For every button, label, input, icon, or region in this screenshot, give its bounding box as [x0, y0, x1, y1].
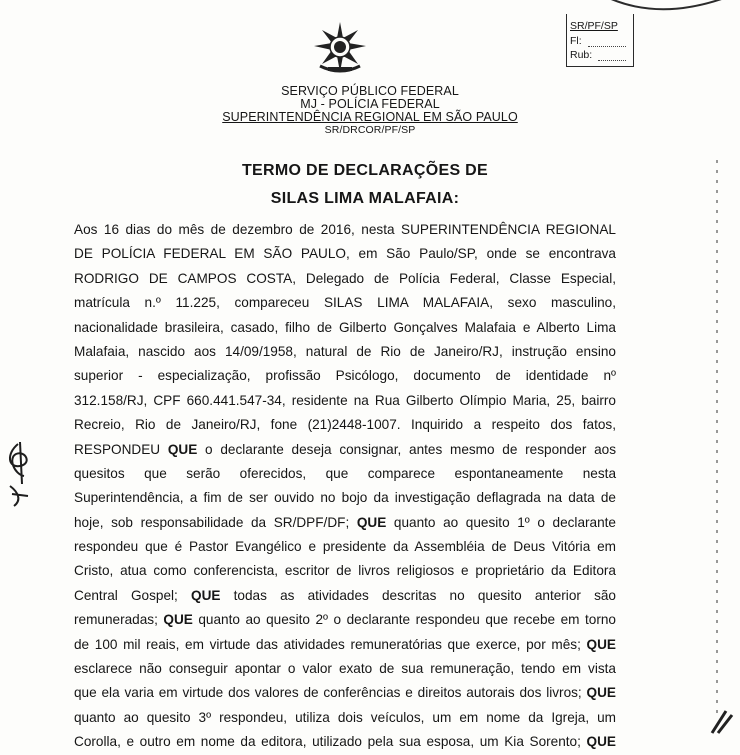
body-text-line — [74, 364, 616, 388]
body-text-line — [74, 340, 616, 364]
stamp-heading: SR/PF/SP — [570, 20, 618, 32]
document-title: TERMO DE DECLARAÇÕES DE — [241, 162, 489, 179]
body-text-segment: remuneradas; — [74, 612, 164, 628]
body-text-segment: esclarece não conseguir apontar o valor exato de sua remuneração, tendo em vista — [74, 661, 616, 677]
body-text-segment: DE POLÍCIA FEDERAL EM SÃO PAULO, em São Paulo/SP, onde se encontrava — [74, 246, 616, 262]
body-text-line — [74, 559, 616, 583]
stamp-initials-blank — [598, 60, 626, 61]
body-text-segment: superior - especialização, profissão Psicólogo, documento de identidade nº — [74, 368, 616, 384]
body-text-line — [74, 633, 616, 657]
bold-que-keyword: QUE — [163, 612, 193, 628]
coat-of-arms-emblem — [312, 20, 368, 76]
body-text-line — [74, 584, 616, 608]
declaration-body — [74, 218, 616, 755]
header-service-line: SERVIÇO PÚBLICO FEDERAL — [281, 84, 459, 98]
body-text-line — [74, 389, 616, 413]
body-text-segment: quanto ao quesito 2º o declarante respondeu que recebe em torno — [192, 612, 616, 628]
body-text-segment: hoje, sob responsabilidade da SR/DPF/DF; — [74, 514, 357, 530]
body-text-line — [74, 535, 616, 559]
header-ministry-line: MJ - POLÍCIA FEDERAL — [300, 97, 440, 111]
body-text-line — [74, 608, 616, 632]
body-text-line — [74, 706, 616, 730]
body-text-line — [74, 511, 616, 535]
body-text-line — [74, 681, 616, 705]
bold-que-keyword: QUE — [586, 734, 616, 750]
body-text-segment: RESPONDEU — [74, 441, 168, 457]
corner-pen-mark — [708, 705, 738, 735]
body-text-line — [74, 316, 616, 340]
body-text-segment: quanto ao quesito 1º o declarante — [386, 514, 616, 530]
bold-que-keyword: QUE — [356, 514, 387, 530]
body-text-line — [74, 242, 616, 266]
page-edge-mark — [716, 160, 718, 720]
body-text-line — [74, 218, 616, 242]
header-superintendence-line: SUPERINTENDÊNCIA REGIONAL EM SÃO PAULO — [222, 110, 518, 124]
body-text-line — [74, 486, 616, 510]
body-text-line — [74, 267, 616, 291]
bold-que-keyword: QUE — [191, 587, 221, 603]
body-text-segment: RODRIGO DE CAMPOS COSTA, Delegado de Polícia Federal, Classe Especial, — [74, 270, 616, 286]
margin-handwritten-initials — [2, 440, 40, 510]
body-text-line — [74, 438, 616, 462]
body-text-segment: matrícula n.º 11.225, compareceu SILAS LIMA MALAFAIA, sexo masculino, — [74, 295, 616, 311]
body-text-segment: 312.158/RJ, CPF 660.441.547-34, residente na Rua Gilberto Olímpio Maria, 25, bairro — [74, 392, 616, 408]
body-text-line — [74, 413, 616, 437]
stamp-folio-label: Fl: — [570, 35, 582, 47]
body-text-segment: Recreio, Rio de Janeiro/RJ, fone (21)2448-1007. Inquirido a respeito dos fatos, — [74, 417, 616, 433]
bold-que-keyword: QUE — [167, 441, 198, 457]
stamp-initials-label: Rub: — [570, 49, 593, 61]
body-text-segment: Central Gospel; — [74, 587, 192, 603]
header-department-code: SR/DRCOR/PF/SP — [324, 124, 416, 136]
body-text-line — [74, 462, 616, 486]
body-text-segment: todas as atividades descritas no quesito anterior são — [220, 587, 616, 603]
body-text-segment: que ela varia em virtude dos valores de conferências e direitos autorais dos livros; — [74, 685, 587, 701]
body-text-segment: Superintendência, a fim de ser ouvido no bojo da investigação deflagrada na data de — [74, 490, 616, 506]
body-text-segment: quesitos que serão oferecidos, que comparece espontaneamente nesta — [74, 465, 616, 481]
body-text-segment: respondeu que é Pastor Evangélico e presidente da Assembléia de Deus Vitória em — [74, 539, 616, 555]
stamp-folio-blank — [588, 46, 626, 47]
body-text-line — [74, 730, 616, 754]
body-text-segment: Aos 16 dias do mês de dezembro de 2016, nesta SUPERINTENDÊNCIA REGIONAL — [74, 222, 616, 237]
body-text-segment: Malafaia, nascido aos 14/09/1958, natural de Rio de Janeiro/RJ, instrução ensino — [74, 343, 616, 359]
bold-que-keyword: QUE — [586, 685, 616, 701]
body-text-segment: Cristo, atua como conferencista, escritor de livros religiosos e proprietário da Editora — [74, 563, 616, 579]
body-text-segment: nacionalidade brasileira, casado, filho de Gilberto Gonçalves Malafaia e Alberto Lima — [74, 319, 616, 335]
bold-que-keyword: QUE — [586, 636, 616, 652]
body-text-line — [74, 291, 616, 315]
declarant-name-title: SILAS LIMA MALAFAIA: — [270, 190, 460, 207]
body-text-segment: quanto ao quesito 3º respondeu, utiliza dois veículos, um em nome da Igreja, um — [74, 709, 616, 725]
body-text-line — [74, 657, 616, 681]
body-text-segment: de 100 mil reais, em virtude das atividades remuneratórias que exerce, por mês; — [74, 636, 587, 652]
body-text-segment: Corolla, e outro em nome da editora, utilizado pela sua esposa, um Kia Sorento; — [74, 734, 587, 750]
body-text-segment: o declarante deseja consignar, antes mesmo de responder aos — [197, 441, 616, 457]
